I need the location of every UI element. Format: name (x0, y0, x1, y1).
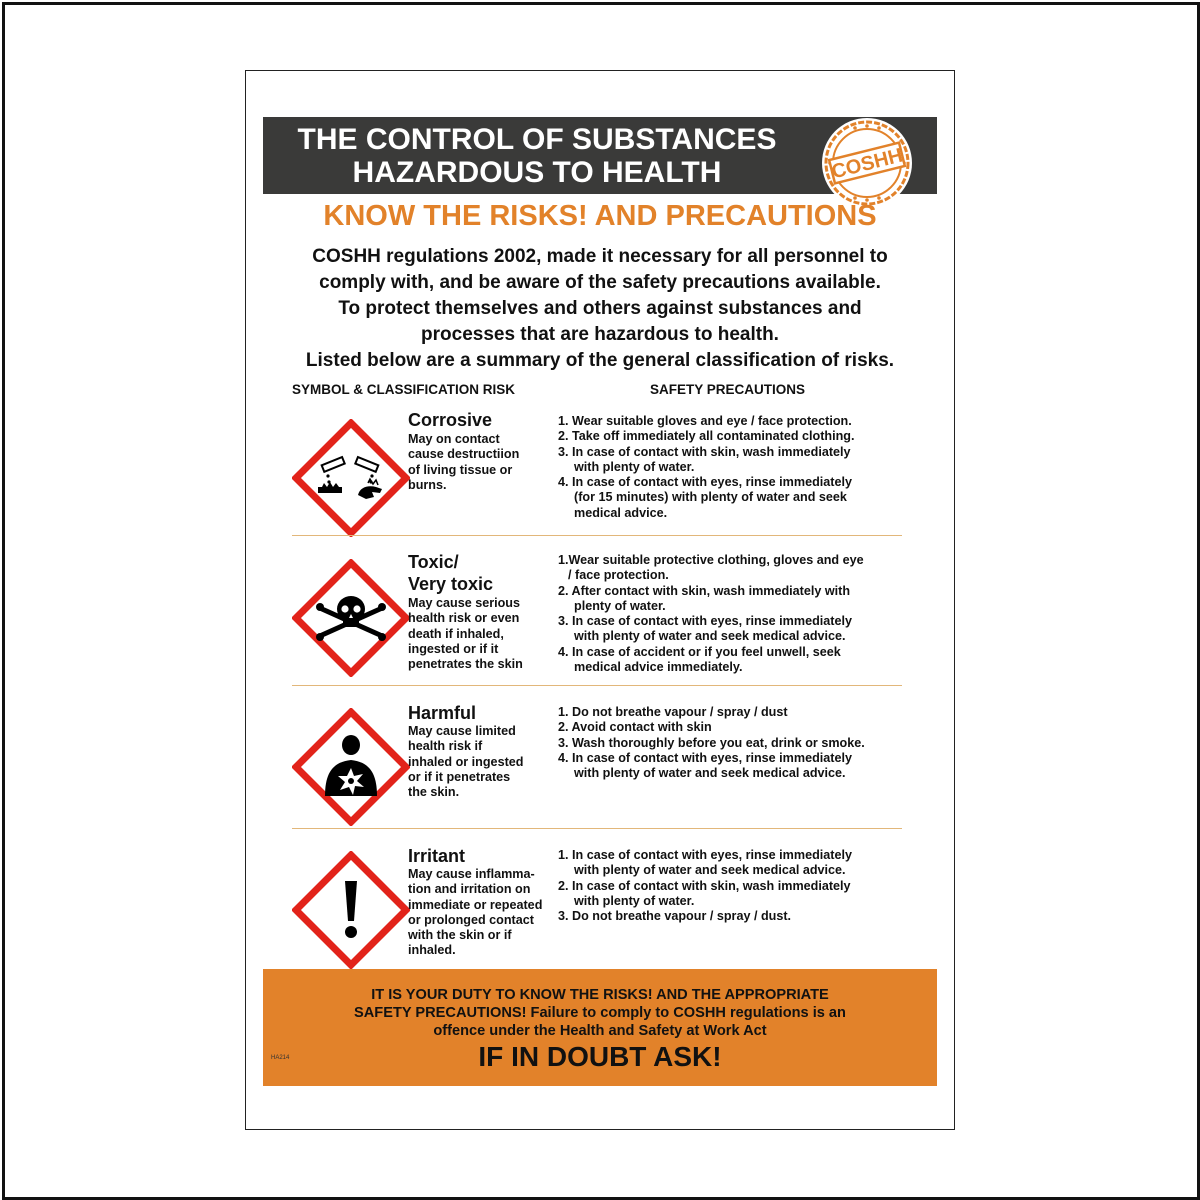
column-header-precautions: SAFETY PRECAUTIONS (650, 382, 806, 397)
precaution-line: / face protection. (568, 568, 669, 583)
product-code: HA214 (271, 1055, 290, 1061)
footer-warning (263, 986, 937, 1040)
precaution-line: 1. Do not breathe vapour / spray / dust (558, 705, 788, 719)
footer-warning-line: IT IS YOUR DUTY TO KNOW THE RISKS! AND THE APPROPRIATE (371, 987, 829, 1003)
precaution-line: 3. In case of contact with skin, wash immediately (558, 444, 851, 459)
risk-description-line: ingested or if it (408, 641, 499, 656)
precaution-line: with plenty of water and seek medical advice. (574, 629, 846, 644)
precaution-line: with plenty of water. (574, 893, 695, 908)
risk-description-line: health risk or even (408, 611, 520, 626)
header-title (263, 123, 811, 189)
intro-line: Listed below are a summary of the general classification of risks. (305, 350, 895, 371)
header-title-line: HAZARDOUS TO HEALTH (352, 156, 722, 189)
risk-description-line: burns. (408, 477, 447, 492)
precaution-line: medical advice. (574, 505, 668, 520)
risk-description (408, 724, 538, 800)
risk-description-line: immediate or repeated (408, 897, 543, 912)
risk-name: Irritant (408, 846, 466, 866)
intro-paragraph (266, 244, 934, 374)
header-banner (263, 117, 937, 194)
risk-description-line: health risk if (408, 739, 483, 754)
intro-line: processes that are hazardous to health. (421, 324, 779, 345)
precaution-line: 4. In case of accident or if you feel unwell, seek (558, 644, 841, 659)
risk-description-line: with the skin or if (408, 928, 512, 943)
column-header-symbol: SYMBOL & CLASSIFICATION RISK (292, 382, 516, 397)
risk-description-line: or prolonged contact (408, 912, 534, 927)
risk-description-line: May on contact (408, 432, 500, 446)
precaution-line: 2. After contact with skin, wash immediately with (558, 583, 851, 598)
health-hazard-pictogram-icon (292, 708, 410, 826)
coshh-sign (245, 70, 955, 1130)
precaution-list (558, 705, 865, 781)
coshh-stamp-logo (817, 117, 917, 209)
precaution-line: 1. In case of contact with eyes, rinse immediately (558, 848, 852, 862)
risk-description (408, 432, 538, 493)
row-divider (292, 535, 902, 536)
precaution-line: medical advice immediately. (574, 660, 743, 675)
precaution-line: 2. Avoid contact with skin (558, 720, 712, 735)
precaution-line: 2. In case of contact with skin, wash immediately (558, 878, 851, 893)
precaution-line: 3. In case of contact with eyes, rinse immediately (558, 614, 852, 629)
precaution-list (558, 414, 854, 521)
toxic-skull-pictogram-icon (292, 559, 410, 677)
risk-description-line: tion and irritation on (408, 882, 531, 897)
risk-description (408, 867, 543, 959)
row-divider (292, 685, 902, 686)
risk-description-line: May cause limited (408, 724, 516, 738)
precaution-line: 1.Wear suitable protective clothing, gloves and eye (558, 553, 864, 567)
risk-description-line: or if it penetrates (408, 769, 511, 784)
precaution-line: plenty of water. (574, 598, 666, 613)
footer-warning-line: offence under the Health and Safety at Work Act (433, 1023, 767, 1039)
risk-name-line: Very toxic (408, 574, 494, 594)
footer-warning-line: SAFETY PRECAUTIONS! Failure to comply to COSHH regulations is an (354, 1005, 846, 1021)
precaution-line: 4. In case of contact with eyes, rinse immediately (558, 475, 852, 490)
intro-line: To protect themselves and others against substances and (338, 298, 862, 319)
precaution-line: 4. In case of contact with eyes, rinse immediately (558, 750, 852, 765)
intro-line: comply with, and be aware of the safety precautions available. (319, 272, 881, 293)
header-title-line: THE CONTROL OF SUBSTANCES (297, 123, 777, 156)
risk-name (408, 551, 493, 595)
risk-name: Corrosive (408, 410, 493, 430)
footer-banner (263, 969, 937, 1086)
corrosive-pictogram-icon (292, 419, 410, 537)
subheading: KNOW THE RISKS! AND PRECAUTIONS (323, 200, 877, 232)
precaution-list (558, 848, 852, 924)
intro-line: COSHH regulations 2002, made it necessary for all personnel to (312, 246, 888, 267)
risk-description-line: the skin. (408, 785, 460, 800)
footer-call-to-action: IF IN DOUBT ASK! (478, 1041, 722, 1072)
risk-description-line: cause destructiion (408, 447, 520, 462)
logo-text: COSHH (829, 144, 905, 184)
exclamation-pictogram-icon (292, 851, 410, 969)
risk-description-line: inhaled or ingested (408, 754, 524, 769)
risk-name: Harmful (408, 703, 477, 723)
risk-description-line: inhaled. (408, 943, 456, 958)
risk-description-line: May cause inflamma- (408, 867, 535, 881)
precaution-line: 3. Do not breathe vapour / spray / dust. (558, 909, 792, 924)
precaution-line: with plenty of water. (574, 459, 695, 474)
row-divider (292, 828, 902, 829)
precaution-line: with plenty of water and seek medical advice. (574, 766, 846, 781)
risk-description-line: of living tissue or (408, 462, 513, 477)
risk-description (408, 596, 538, 672)
precaution-line: (for 15 minutes) with plenty of water and seek (574, 490, 847, 505)
risk-description-line: May cause serious (408, 596, 521, 610)
precaution-list (558, 553, 864, 675)
precaution-line: 3. Wash thoroughly before you eat, drink or smoke. (558, 735, 865, 750)
risk-name-line: Toxic/ (408, 552, 459, 572)
precaution-line: 2. Take off immediately all contaminated clothing. (558, 429, 855, 444)
precaution-line: 1. Wear suitable gloves and eye / face protection. (558, 414, 852, 428)
precaution-line: with plenty of water and seek medical advice. (574, 863, 846, 878)
risk-description-line: death if inhaled, (408, 626, 504, 641)
risk-description-line: penetrates the skin (408, 657, 523, 672)
